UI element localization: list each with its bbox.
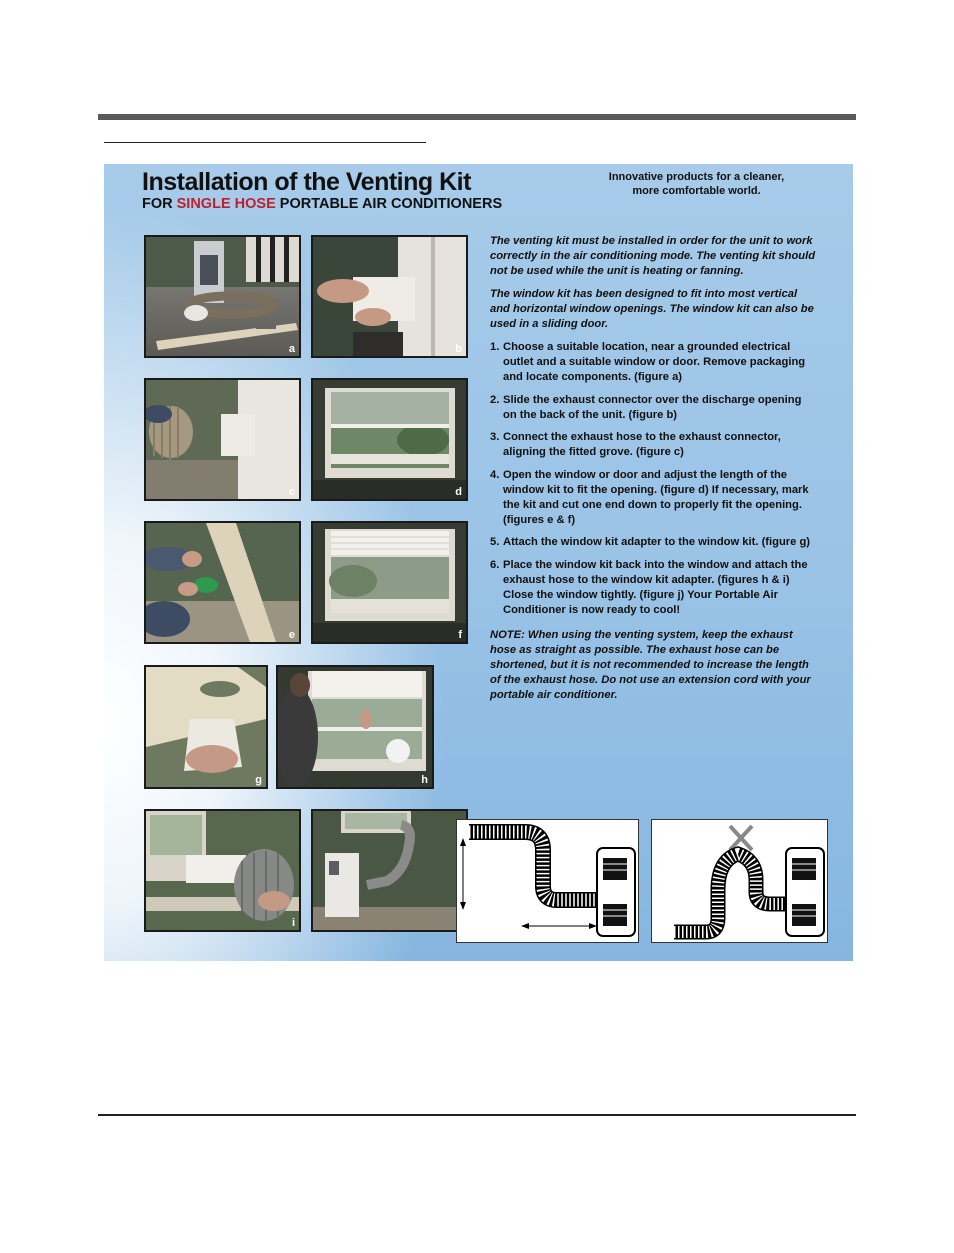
figure-label: a <box>288 343 295 355</box>
footer-rule <box>98 1114 856 1116</box>
poster-title: Installation of the Venting Kit <box>142 168 471 196</box>
figure-c-photo <box>144 378 301 501</box>
step-item: 2. Slide the exhaust connector over the discharge opening on the back of the unit. (figure b) <box>490 393 802 421</box>
header-rule <box>98 114 856 120</box>
hose-incorrect-diagram <box>651 819 828 943</box>
instructions <box>490 234 818 711</box>
figure-label: c <box>288 486 295 498</box>
figure-label: d <box>455 486 462 498</box>
figure-label: f <box>458 629 462 641</box>
figure-label: b <box>455 343 462 355</box>
steps-list <box>490 340 818 618</box>
step-item: 4. Open the window or door and adjust the length of the window kit to fit the opening. (figure d) If necessary, mark the kit and cut one end down to properly fit the opening. (figures e & f) <box>490 468 809 526</box>
figure-g-photo <box>144 665 268 789</box>
figure-e-photo <box>144 521 301 644</box>
step-item: 6. Place the window kit back into the window and attach the exhaust hose to the window kit adapter. (figures h & i) Close the window tightly. (figure j) Your Portable Air Conditioner is now ready to cool! <box>490 558 808 616</box>
figure-label: e <box>288 629 295 641</box>
figure-f-photo <box>311 521 468 644</box>
step-item: 1. Choose a suitable location, near a grounded electrical outlet and a suitable window or door. Remove packaging and locate components. (figure a) <box>490 341 806 383</box>
section-underline <box>104 142 426 143</box>
venting-kit-poster <box>104 164 853 961</box>
figure-a-photo <box>144 235 301 358</box>
step-item: 5. Attach the window kit adapter to the window kit. (figure g) <box>490 536 811 548</box>
figure-label: h <box>421 774 428 786</box>
step-item: 3. Connect the exhaust hose to the exhaust connector, aligning the fitted grove. (figure c) <box>490 431 781 458</box>
figure-b-photo <box>311 235 468 358</box>
figure-i-photo <box>144 809 301 932</box>
note-paragraph: NOTE: When using the venting system, keep the exhaust hose as straight as possible. The exhaust hose can be shortened, but it is not recommended to increase the length of the exhaust hose. Do not use an extension cord with your portable air conditioner. <box>490 628 811 701</box>
intro-paragraph-2: The window kit has been designed to fit into most vertical and horizontal window openings. The window kit can also be used in a sliding door. <box>490 288 814 330</box>
figure-h-photo <box>276 665 434 789</box>
hose-correct-diagram <box>456 819 639 943</box>
figure-label: i <box>291 917 295 929</box>
poster-tagline: Innovative products for a cleaner, more comfortable world. <box>608 171 785 197</box>
figure-label: g <box>255 774 262 786</box>
intro-paragraph-1: The venting kit must be installed in order for the unit to work correctly in the air conditioning mode. The venting kit should not be used while the unit is heating or fanning. <box>490 235 816 277</box>
poster-subtitle: FOR SINGLE HOSE PORTABLE AIR CONDITIONERS <box>142 196 503 212</box>
figure-d-photo <box>311 378 468 501</box>
figure-j-photo <box>311 809 468 932</box>
